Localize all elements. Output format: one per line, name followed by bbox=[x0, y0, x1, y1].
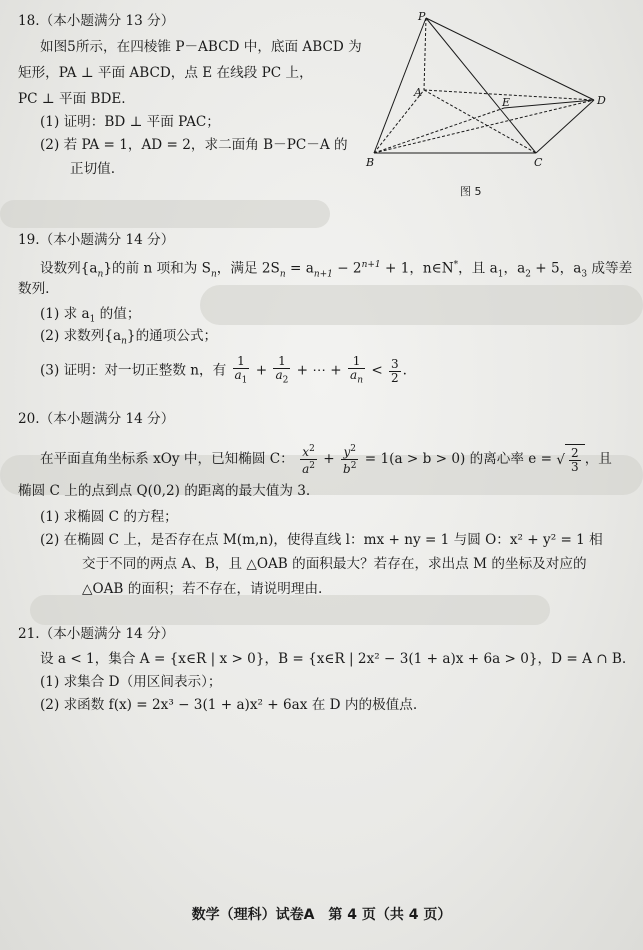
q18-part-2-cont: 正切值. bbox=[70, 161, 116, 177]
segment-ed bbox=[504, 100, 594, 108]
q19-line-1: 设数列$\{a_n\}$的前 n 项和为 $S_n$，满足 $2S_n = a_{n+1} - 2^{n+1} + 1$，n∈N*，且 $a_1$，$a_2 + 5$，$a_3$ 成等差 bbox=[40, 260, 633, 280]
q18-line-1: 如图5所示，在四棱锥 P－ABCD 中，底面 ABCD 为 bbox=[40, 39, 362, 55]
q18-line-3: PC ⊥ 平面 BDE. bbox=[18, 91, 126, 107]
fraction-1-over-a1: $\frac{1}{a_1}$ bbox=[234, 354, 248, 386]
fraction-1-over-an: $\frac{1}{a_n}$ bbox=[350, 354, 363, 386]
q20-line-1: 在平面直角坐标系 xOy 中，已知椭圆 C： $\frac{x^2}{a^2}$ + $\frac{y^2}{b^2}$ = 1(a > b > 0) 的离心率 e = √ $\frac{2}{3}$ ，且 bbox=[40, 444, 612, 476]
q20-part-2-cont: 交于不同的两点 A、B，且 △OAB 的面积最大？若存在，求出点 M 的坐标及对应的 bbox=[82, 556, 587, 572]
label-e: E bbox=[502, 96, 511, 109]
edge-cd bbox=[536, 100, 594, 153]
q18-part-1: (1) 证明：BD ⊥ 平面 PAC； bbox=[40, 114, 220, 130]
label-d: D bbox=[597, 94, 606, 107]
q21-part-1: (1) 求集合 D（用区间表示）； bbox=[40, 674, 222, 690]
segment-be bbox=[374, 108, 504, 153]
diagonal-bd bbox=[374, 100, 594, 153]
scan-smudge bbox=[0, 200, 330, 228]
fraction-3-over-2: $\frac{3}{2}$ bbox=[391, 356, 399, 385]
label-p: P bbox=[418, 10, 426, 23]
scan-smudge bbox=[30, 595, 550, 625]
scan-smudge bbox=[200, 285, 643, 325]
label-b: B bbox=[366, 156, 375, 169]
diagonal-ac bbox=[424, 90, 536, 153]
q20-part-1: (1) 求椭圆 C 的方程； bbox=[40, 509, 178, 525]
fraction-y2-over-b2: $\frac{y^2}{b^2}$ bbox=[343, 444, 357, 476]
label-c: C bbox=[534, 156, 543, 169]
q20-part-2: (2) 在椭圆 C 上，是否存在点 M(m,n)，使得直线 l：mx + ny = 1 与圆 O：x² + y² = 1 相 bbox=[40, 532, 603, 548]
q19-part-3: (3) 证明：对一切正整数 n，有 $\frac{1}{a_1}$ + $\frac{1}{a_2}$ + ⋯ + $\frac{1}{a_n}$ < $\frac{3}{2}$ . bbox=[40, 354, 407, 386]
q20-part-2-end: △OAB 的面积；若不存在，请说明理由. bbox=[82, 581, 323, 597]
edge-pc bbox=[426, 18, 536, 153]
edge-pa bbox=[424, 18, 426, 90]
pyramid-figure bbox=[364, 8, 614, 178]
edge-pd bbox=[426, 18, 594, 100]
fraction-x2-over-a2: $\frac{x^2}{a^2}$ bbox=[302, 444, 315, 476]
q18-line-2: 矩形，PA ⊥ 平面 ABCD，点 E 在线段 PC 上， bbox=[18, 65, 313, 81]
q19-heading: 19.（本小题满分 14 分） bbox=[18, 232, 175, 248]
edge-ab bbox=[374, 90, 424, 153]
fraction-1-over-a2: $\frac{1}{a_2}$ bbox=[275, 354, 289, 386]
label-a: A bbox=[414, 86, 422, 99]
q21-line-1: 设 a < 1，集合 A = {x∈R | x > 0}，B = {x∈R | 2x² − 3(1 + a)x + 6a > 0}，D = A ∩ B. bbox=[40, 651, 627, 667]
sqrt-2-over-3: √ $\frac{2}{3}$ bbox=[556, 444, 584, 475]
q19-line-2: 数列. bbox=[18, 281, 50, 297]
q20-heading: 20.（本小题满分 14 分） bbox=[18, 411, 175, 427]
q18-heading: 18.（本小题满分 13 分） bbox=[18, 13, 175, 29]
q21-heading: 21.（本小题满分 14 分） bbox=[18, 626, 175, 642]
page-footer: 数学（理科）试卷A 第 4 页（共 4 页） bbox=[191, 907, 452, 923]
q20-line-2: 椭圆 C 上的点到点 Q(0,2) 的距离的最大值为 3. bbox=[18, 483, 311, 499]
q19-part-2: (2) 求数列$\{a_n\}$的通项公式； bbox=[40, 328, 218, 347]
q18-part-2: (2) 若 PA = 1，AD = 2，求二面角 B－PC－A 的 bbox=[40, 137, 348, 153]
q21-part-2: (2) 求函数 f(x) = 2x³ − 3(1 + a)x² + 6ax 在 D 内的极值点. bbox=[40, 697, 418, 713]
figure-caption: 图 5 bbox=[460, 185, 482, 198]
q19-part-1: (1) 求 $a_1$ 的值； bbox=[40, 306, 141, 325]
